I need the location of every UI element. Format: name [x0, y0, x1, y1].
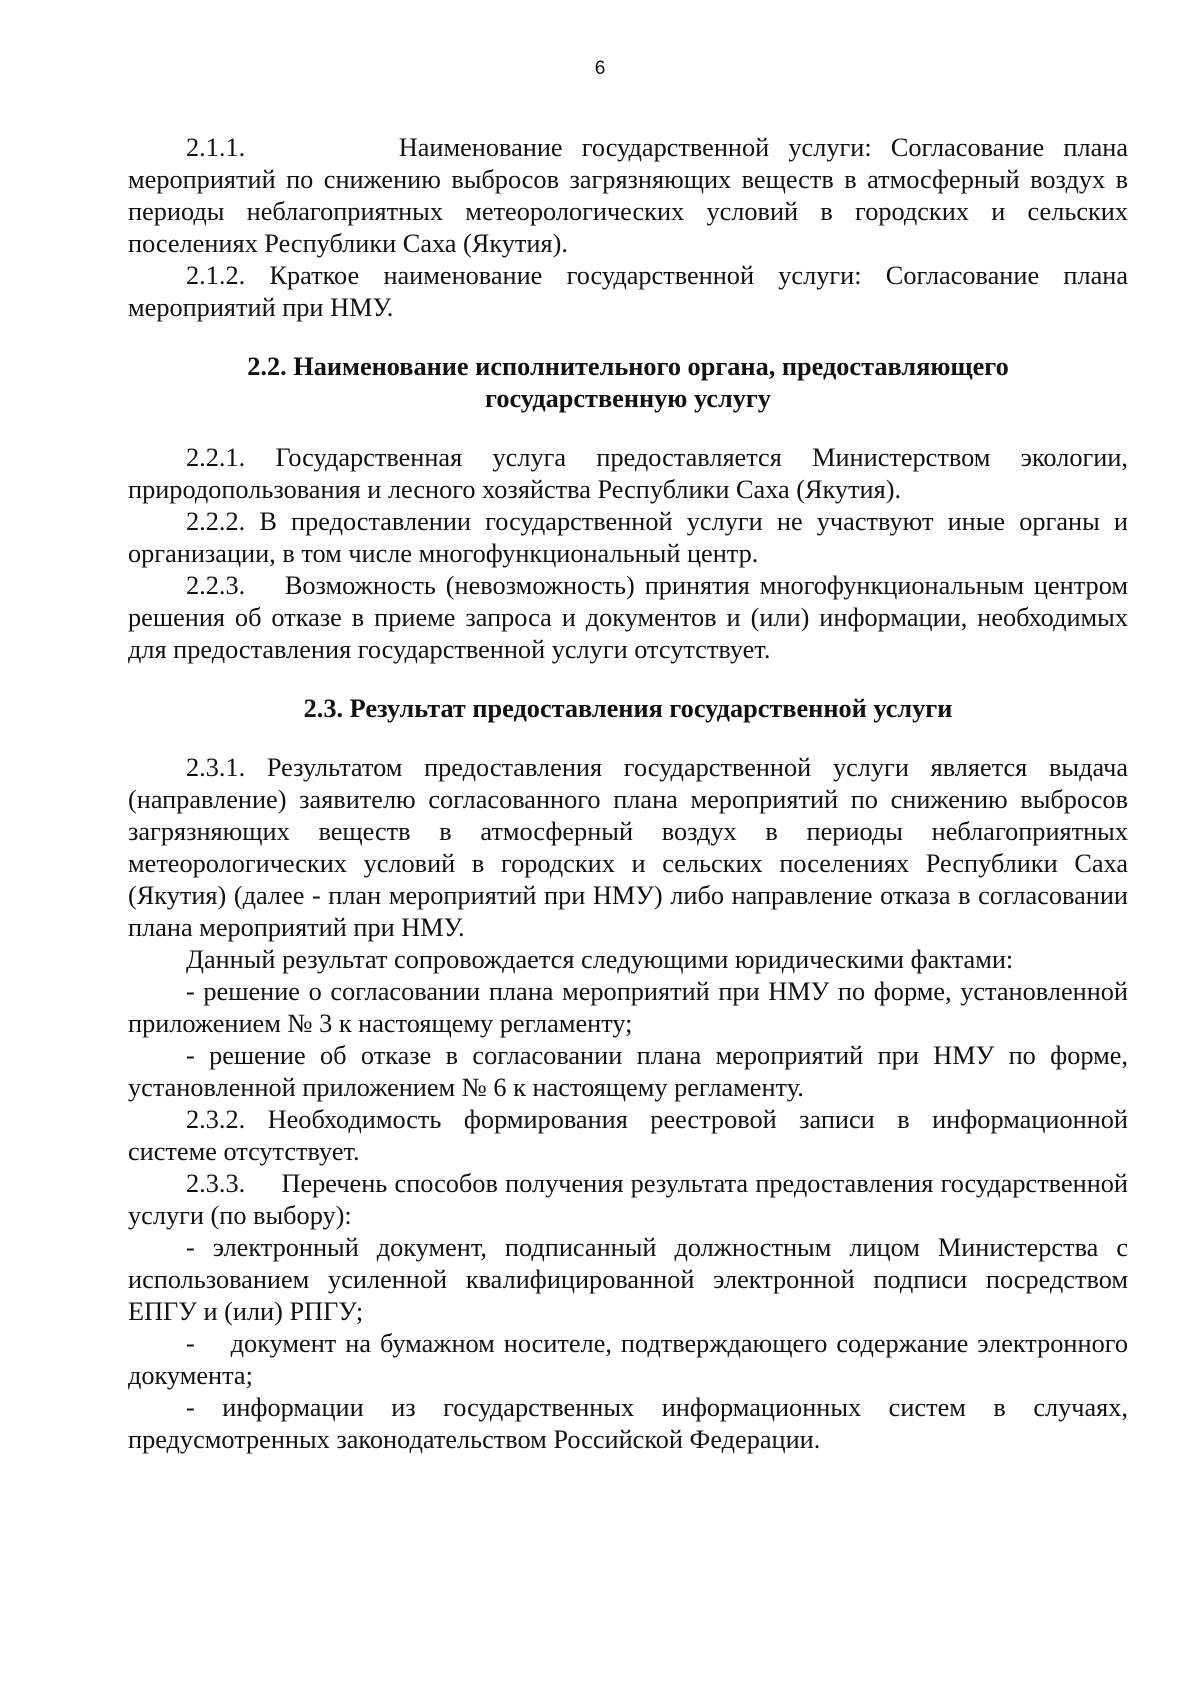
heading-2-2-line-1: 2.2. Наименование исполнительного органа, предоставляющего — [247, 352, 1009, 381]
paragraph-2-2-2: 2.2.2. В предоставлении государственной услуги не участвуют иные органы и организации, в том числе многофункциональный центр. — [128, 507, 1128, 568]
paragraph-2-2-1: 2.2.1. Государственная услуга предоставляется Министерством экологии, природопользования и лесного хозяйства Республики Саха (Якутия). — [128, 443, 1128, 504]
list-item-refusal-decision: - решение об отказе в согласовании плана мероприятий при НМУ по форме, установленной приложением № 6 к настоящему регламенту. — [128, 1041, 1128, 1102]
paragraph-2-1-2: 2.1.2. Краткое наименование государственной услуги: Согласование плана мероприятий при НМУ. — [128, 261, 1128, 322]
list-item-paper-document: - документ на бумажном носителе, подтверждающего содержание электронного документа; — [128, 1329, 1128, 1390]
heading-2-3: 2.3. Результат предоставления государственной услуги — [303, 694, 953, 723]
paragraph-2-3-2: 2.3.2. Необходимость формирования реестровой записи в информационной системе отсутствует. — [128, 1105, 1128, 1166]
paragraph-2-3-3: 2.3.3. Перечень способов получения результата предоставления государственной услуги (по выбору): — [128, 1169, 1128, 1230]
list-item-electronic-document: - электронный документ, подписанный должностным лицом Министерства с использованием усиленной квалифицированной электронной подписи посредством ЕПГУ и (или) РПГУ; — [128, 1233, 1128, 1326]
list-item-state-info-systems: - информации из государственных информационных систем в случаях, предусмотренных законодательством Российской Федерации. — [128, 1393, 1128, 1454]
heading-2-2-line-2: государственную услугу — [485, 384, 771, 413]
paragraph-2-1-1: 2.1.1. Наименование государственной услуги: Согласование плана мероприятий по снижению выбросов загрязняющих веществ в атмосферный воздух в периоды неблагоприятных метеорологических условий в городских и сельских поселениях Республики Саха (Якутия). — [128, 133, 1128, 258]
document-body — [128, 132, 1128, 1456]
paragraph-2-3-1: 2.3.1. Результатом предоставления государственной услуги является выдача (направление) заявителю согласованного плана мероприятий по снижению выбросов загрязняющих веществ в атмосферный воздух в периоды неблагоприятных метеорологических условий в городских и сельских поселениях Республики Саха (Якутия) (далее - план мероприятий при НМУ) либо направление отказа в согласовании плана мероприятий при НМУ. — [128, 753, 1128, 942]
page-number: 6 — [594, 58, 606, 79]
paragraph-legal-facts-intro: Данный результат сопровождается следующими юридическими фактами: — [186, 945, 1014, 974]
heading-2-2 — [128, 351, 1128, 415]
paragraph-2-2-3: 2.2.3. Возможность (невозможность) принятия многофункциональным центром решения об отказе в приеме запроса и документов и (или) информации, необходимых для предоставления государственной услуги отсутствует. — [128, 571, 1128, 664]
list-item-approval-decision: - решение о согласовании плана мероприятий при НМУ по форме, установленной приложением № 3 к настоящему регламенту; — [128, 977, 1128, 1038]
